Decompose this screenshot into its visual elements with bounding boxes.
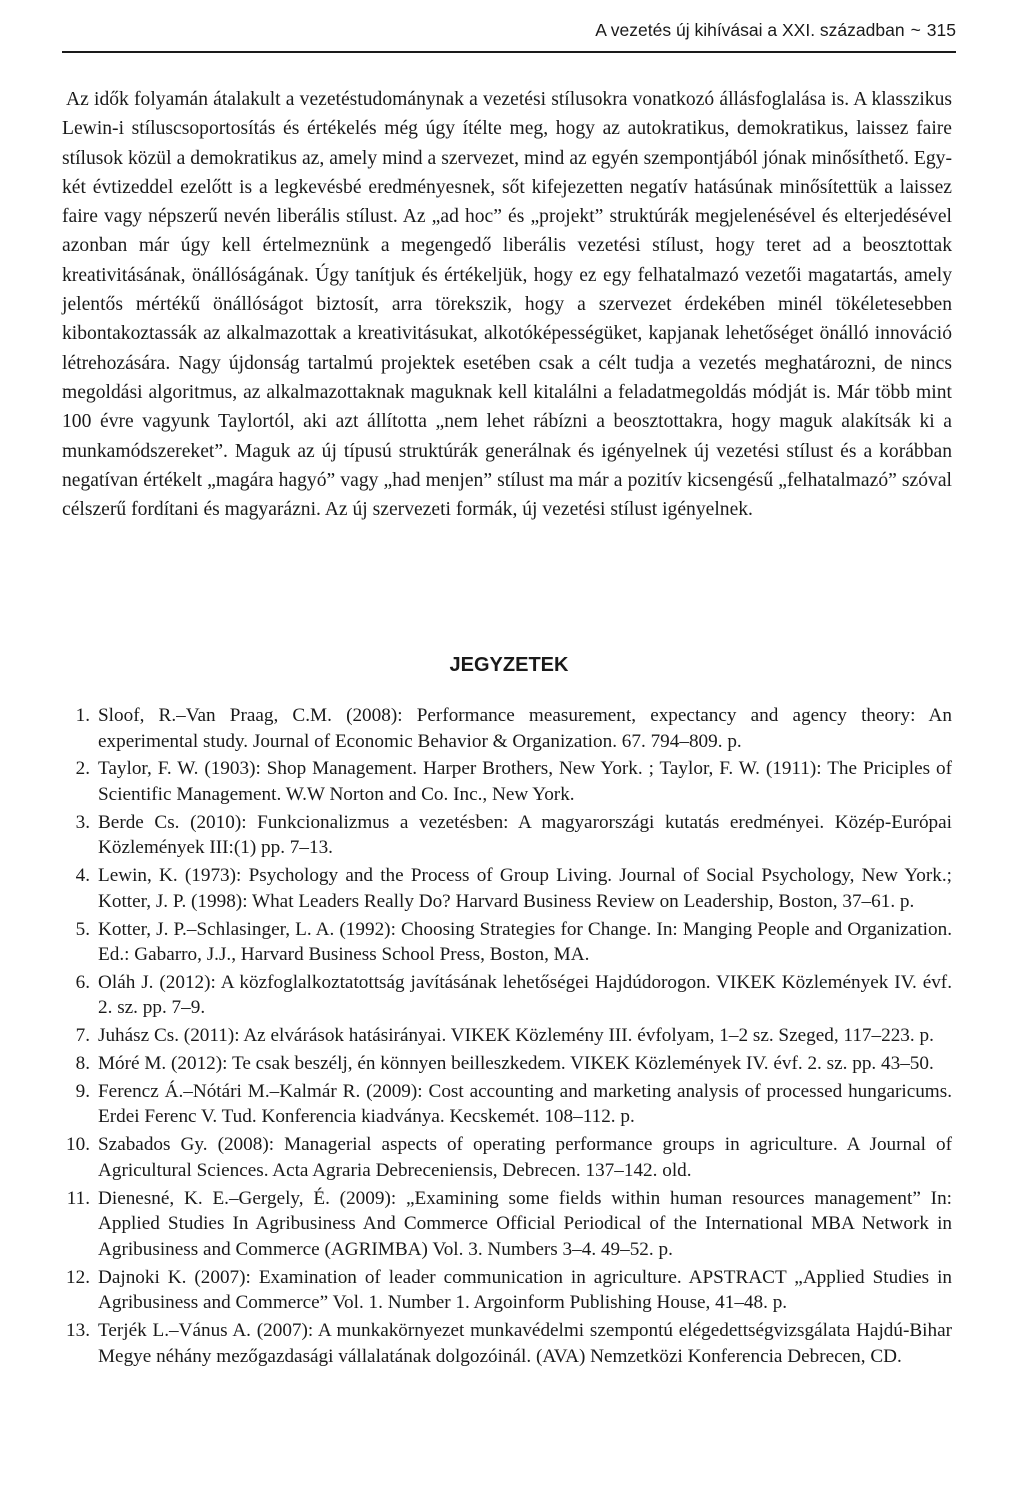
note-text: Dajnoki K. (2007): Examination of leader communication in agriculture. APSTRACT „Applied Studies in Agribusiness and Commerce” Vol. 1. Number 1. Argoinform Publishing House, 41–48. p. [98, 1266, 952, 1314]
note-text: Móré M. (2012): Te csak beszélj, én könnyen beilleszkedem. VIKEK Közlemények IV. évf. 2. sz. pp. 43–50. [98, 1053, 934, 1075]
note-text: Juhász Cs. (2011): Az elvárások hatásirányai. VIKEK Közlemény III. évfolyam, 1–2 sz. Szeged, 117–223. p. [98, 1025, 934, 1047]
note-number: 13. [66, 1319, 90, 1341]
notes-list [62, 703, 952, 1371]
note-item [62, 756, 952, 807]
notes-title: JEGYZETEK [449, 654, 569, 676]
note-item [62, 917, 952, 968]
note-number: 1. [75, 705, 90, 726]
note-text: Oláh J. (2012): A közfoglalkoztatottság javításának lehetőségei Hajdúdorogon. VIKEK Közlemények IV. évf. 2. sz. pp. 7–9. [98, 971, 952, 1019]
note-item [62, 1132, 952, 1183]
note-item [62, 1186, 952, 1263]
note-item [62, 1051, 952, 1077]
note-text: Terjék L.–Vánus A. (2007): A munkakörnyezet munkavédelmi szempontú elégedettségvizsgálata Hajdú-Bihar Megye néhány mezőgazdasági vállalatának dolgozóinál. (AVA) Nemzetközi Konferencia Debrecen, CD. [98, 1319, 952, 1367]
note-text: Berde Cs. (2010): Funkcionalizmus a vezetésben: A magyarországi kutatás eredményei. Közép-Európai Közlemények III:(1) pp. 7–13. [98, 811, 952, 859]
note-item [62, 1023, 952, 1049]
note-number: 7. [75, 1025, 90, 1047]
note-number: 4. [75, 865, 90, 887]
note-text: Sloof, R.–Van Praag, C.M. (2008): Performance measurement, expectancy and agency theory: An experimental study. Journal of Economic Behavior & Organization. 67. 794–809. p. [98, 705, 952, 752]
note-text: Lewin, K. (1973): Psychology and the Process of Group Living. Journal of Social Psychology, New York.; Kotter, J. P. (1998): What Leaders Really Do? Harvard Business Review on Leadership, Boston, 37–61. p. [98, 865, 952, 912]
note-number: 9. [75, 1080, 90, 1102]
note-number: 6. [75, 971, 90, 993]
note-number: 2. [75, 758, 90, 780]
note-item [62, 863, 952, 914]
note-number: 12. [66, 1266, 90, 1288]
note-text: Ferencz Á.–Nótári M.–Kalmár R. (2009): Cost accounting and marketing analysis of processed hungaricums. Erdei Ferenc V. Tud. Konferencia kiadványa. Kecskemét. 108–112. p. [98, 1080, 952, 1128]
page-number: 315 [926, 20, 956, 40]
note-item [62, 1079, 952, 1130]
running-header [62, 17, 956, 53]
note-item [62, 703, 952, 754]
note-number: 3. [75, 811, 90, 833]
body-paragraph: Az idők folyamán átalakult a vezetéstudománynak a vezetési stílusokra vonatkozó állásfoglalása is. A klasszikus Lewin-i stíluscsoportosítás és értékelés még úgy ítélte meg, hogy az autokratikus, demokratikus, laissez faire stílusok közül a demokratikus az, amely mind a szervezet, mind az egyén szempontjából jónak minősíthető. Egy-két évtizeddel ezelőtt is a legkevésbé eredményesnek, sőt kifejezetten negatív hatásúnak minősítettük a laissez faire vagy népszerű nevén liberális stílust. Az „ad hoc” és „projekt” struktúrák megjelenésével és elterjedésével azonban már úgy kell értelmeznünk a megengedő liberális vezetési stílust, hogy teret ad a beosztottak kreativitásának, önállóságának. Úgy tanítjuk és értékeljük, hogy ez egy felhatalmazó vezetői magatartás, amely jelentős mértékű önállóságot biztosít, arra törekszik, hogy a szervezet érdekében minél tökéletesebben kibontakoztassák az alkalmazottak a kreativitásukat, alkotóképességüket, kapjanak lehetőséget önálló innováció létrehozására. Nagy újdonság tartalmú projektek esetében csak a célt tudja a vezetés meghatározni, de nincs megoldási algoritmus, az alkalmazottaknak maguknak kell kitalálni a feladatmegoldás módját is. Már több mint 100 évre vagyunk Taylortól, aki azt állította „nem lehet rábízni a beosztottakra, hogy maguk alakítsák ki a munkamódszereket”. Maguk az új típusú struktúrák generálnak és igényelnek új vezetési stílust és a korábban negatívan értékelt „magára hagyó” vagy „had menjen” stílust ma már a pozitív kicsengésű „felhatalmazó” szóval célszerű fordítani és magyarázni. Az új szervezeti formák, új vezetési stílust igényelnek. [62, 89, 952, 521]
note-number: 10. [66, 1134, 90, 1156]
header-separator: ~ [910, 20, 921, 40]
note-number: 5. [75, 918, 90, 940]
note-text: Szabados Gy. (2008): Managerial aspects of operating performance groups in agriculture. A Journal of Agricultural Sciences. Acta Agraria Debreceniensis, Debrecen. 137–142. old. [98, 1134, 952, 1181]
note-item [62, 970, 952, 1021]
note-item [62, 1318, 952, 1369]
note-number: 11. [66, 1187, 90, 1209]
note-text: Kotter, J. P.–Schlasinger, L. A. (1992): Choosing Strategies for Change. In: Manging People and Organization. Ed.: Gabarro, J.J., Harvard Business School Press, Boston, MA. [98, 918, 952, 966]
note-item [62, 810, 952, 861]
note-text: Taylor, F. W. (1903): Shop Management. Harper Brothers, New York. ; Taylor, F. W. (1911): The Priciples of Scientific Management. W.W Norton and Co. Inc., New York. [98, 758, 952, 805]
header-title: A vezetés új kihívásai a XXI. században [595, 20, 905, 40]
note-text: Dienesné, K. E.–Gergely, É. (2009): „Examining some fields within human resources management” In: Applied Studies In Agribusiness And Commerce Official Periodical of the International MBA Network in Agribusiness and Commerce (AGRIMBA) Vol. 3. Numbers 3–4. 49–52. p. [98, 1187, 952, 1260]
note-item [62, 1265, 952, 1316]
note-number: 8. [75, 1053, 90, 1075]
